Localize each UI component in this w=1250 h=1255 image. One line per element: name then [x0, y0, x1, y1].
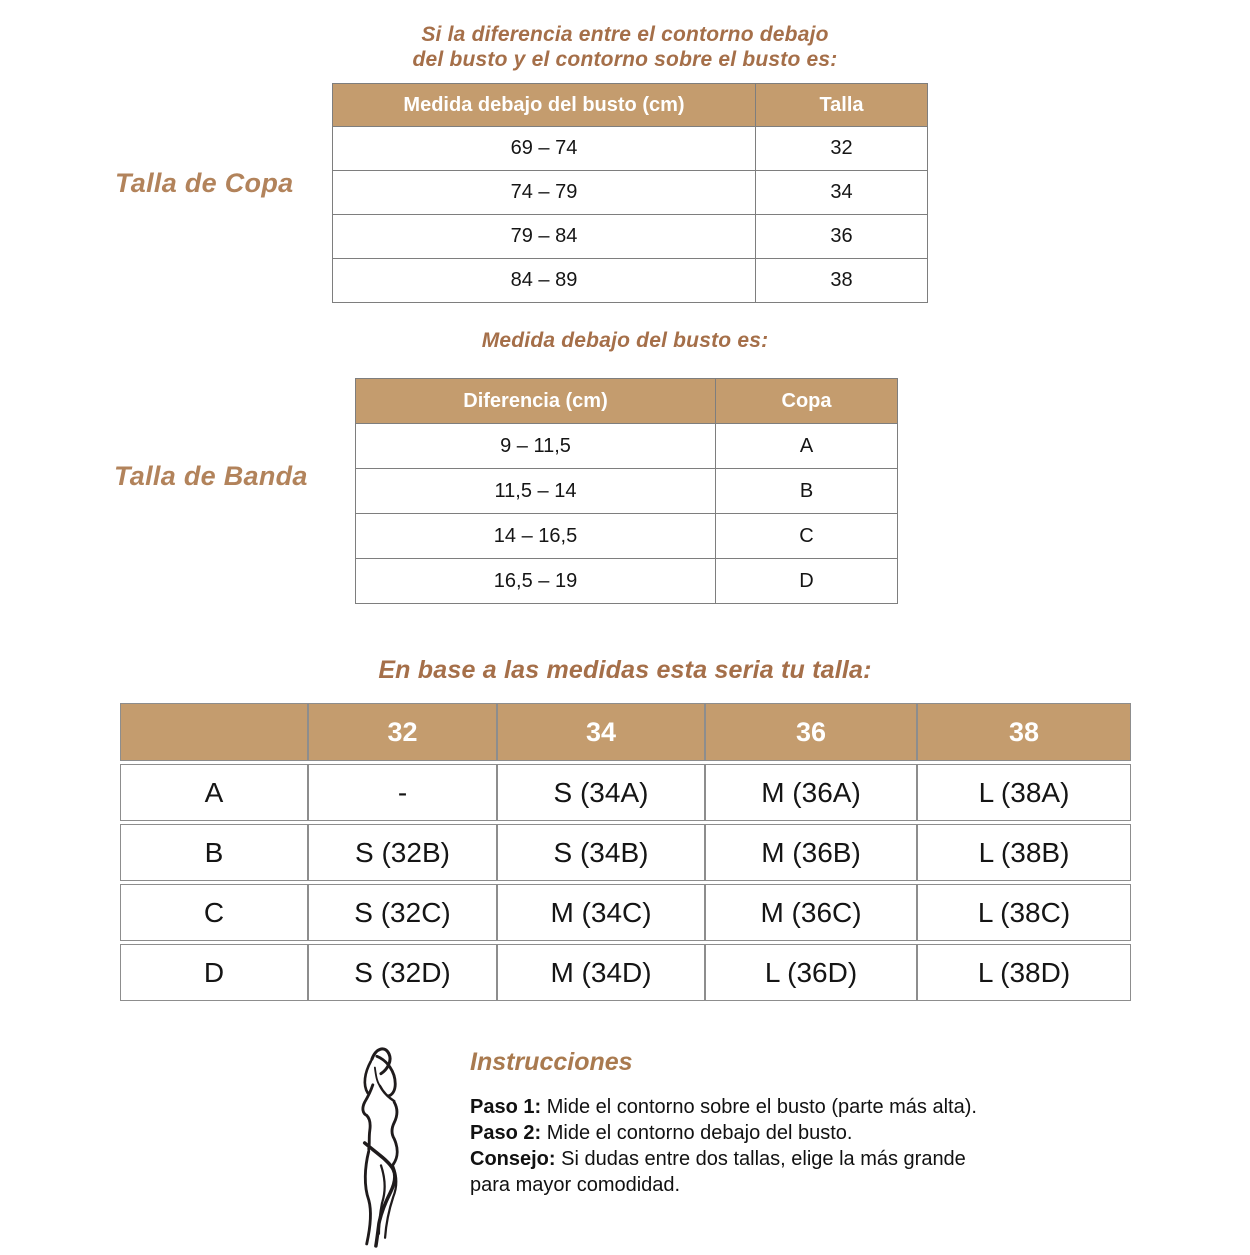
column-header: Talla [756, 84, 928, 127]
table-cell: S (34B) [497, 824, 705, 881]
row-label-cell: A [120, 764, 308, 821]
instructions-heading: Instrucciones [470, 1048, 633, 1076]
table-row [333, 127, 928, 171]
copa-section-heading [0, 22, 1250, 72]
table-row [120, 824, 1131, 881]
band-size-table [355, 378, 898, 604]
instructions-text [470, 1094, 980, 1198]
table-row [120, 884, 1131, 941]
instruction-step-text: Mide el contorno sobre el busto (parte más alta). [541, 1096, 977, 1118]
table-cell: 79 – 84 [333, 215, 756, 259]
table-cell: S (32B) [308, 824, 497, 881]
table-cell: L (38D) [917, 944, 1131, 1001]
table-cell: L (38A) [917, 764, 1131, 821]
table-cell: C [716, 514, 898, 559]
table-row [333, 171, 928, 215]
table-cell: D [716, 559, 898, 604]
table-row [356, 424, 898, 469]
column-header: 36 [705, 703, 917, 761]
table-cell: B [716, 469, 898, 514]
table-cell: 32 [756, 127, 928, 171]
table-row [333, 259, 928, 303]
side-label-talla-de-banda: Talla de Banda [114, 461, 308, 491]
row-label-cell: D [120, 944, 308, 1001]
table-cell: M (36A) [705, 764, 917, 821]
banda-section-heading: Medida debajo del busto es: [481, 329, 769, 352]
instruction-step-text: Si dudas entre dos tallas, elige la más grande para mayor comodidad. [470, 1148, 966, 1196]
table-cell: 74 – 79 [333, 171, 756, 215]
table-cell: M (34D) [497, 944, 705, 1001]
column-header: 32 [308, 703, 497, 761]
row-label-cell: B [120, 824, 308, 881]
instruction-step [470, 1094, 980, 1120]
table-cell: L (36D) [705, 944, 917, 1001]
column-header: 34 [497, 703, 705, 761]
instruction-step [470, 1146, 980, 1198]
column-header: 38 [917, 703, 1131, 761]
result-section-heading: En base a las medidas esta seria tu talla: [378, 656, 872, 684]
instruction-step [470, 1120, 980, 1146]
table-cell: A [716, 424, 898, 469]
instruction-step-label: Paso 1: [470, 1096, 542, 1118]
row-label-cell: C [120, 884, 308, 941]
table-cell: 34 [756, 171, 928, 215]
table-row [356, 469, 898, 514]
table-cell: 84 – 89 [333, 259, 756, 303]
table-cell: S (34A) [497, 764, 705, 821]
table-header-row [356, 379, 898, 424]
table-cell: M (36C) [705, 884, 917, 941]
table-row [333, 215, 928, 259]
table-cell: 16,5 – 19 [356, 559, 716, 604]
table-cell: L (38C) [917, 884, 1131, 941]
table-header-row [333, 84, 928, 127]
corner-header-cell [120, 703, 308, 761]
table-row [120, 944, 1131, 1001]
table-cell: 14 – 16,5 [356, 514, 716, 559]
woman-silhouette-icon [344, 1040, 420, 1250]
table-cell: S (32D) [308, 944, 497, 1001]
table-cell: 36 [756, 215, 928, 259]
table-header-row [120, 703, 1131, 761]
table-row [356, 559, 898, 604]
column-header: Diferencia (cm) [356, 379, 716, 424]
table-cell: M (34C) [497, 884, 705, 941]
copa-heading-line1: Si la diferencia entre el contorno debajo [421, 23, 829, 46]
column-header: Medida debajo del busto (cm) [333, 84, 756, 127]
table-cell: S (32C) [308, 884, 497, 941]
table-cell: 69 – 74 [333, 127, 756, 171]
table-cell: 38 [756, 259, 928, 303]
size-matrix-table [120, 700, 1131, 1004]
instruction-step-label: Paso 2: [470, 1122, 542, 1144]
side-label-talla-de-copa: Talla de Copa [115, 168, 294, 198]
copa-size-table [332, 83, 928, 303]
table-row [356, 514, 898, 559]
instruction-step-label: Consejo: [470, 1148, 556, 1170]
table-cell: 9 – 11,5 [356, 424, 716, 469]
table-cell: L (38B) [917, 824, 1131, 881]
table-row [120, 764, 1131, 821]
column-header: Copa [716, 379, 898, 424]
table-cell: - [308, 764, 497, 821]
instruction-step-text: Mide el contorno debajo del busto. [541, 1122, 853, 1144]
table-cell: M (36B) [705, 824, 917, 881]
copa-heading-line2: del busto y el contorno sobre el busto es: [412, 48, 838, 72]
table-cell: 11,5 – 14 [356, 469, 716, 514]
